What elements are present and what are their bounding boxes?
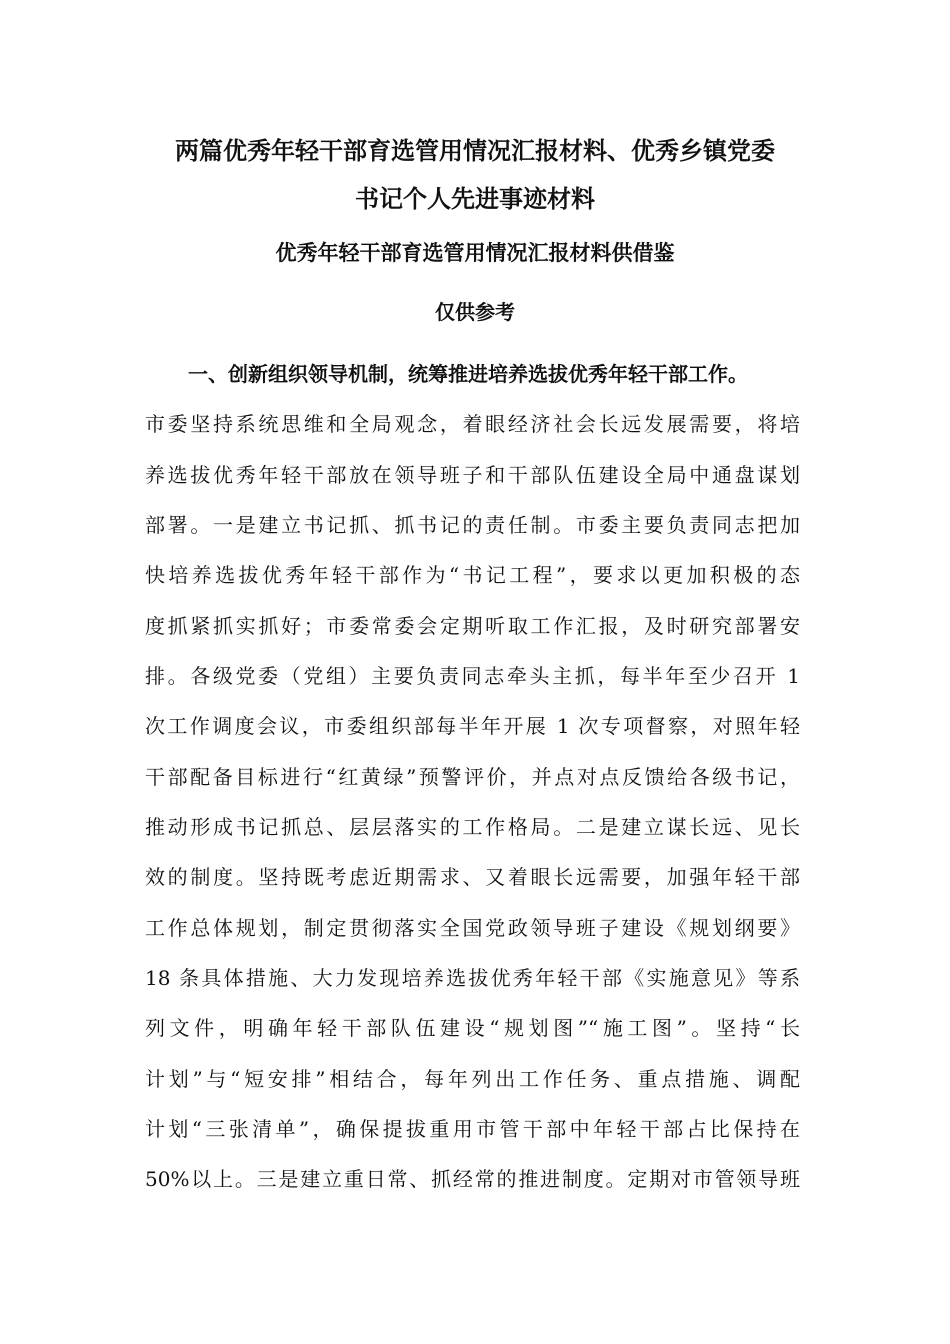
body-line: 次工作调度会议，市委组织部每半年开展 1 次专项督察，对照年轻 <box>145 714 800 738</box>
body-line: 快培养选拔优秀年轻干部作为“书记工程”，要求以更加积极的态 <box>145 563 800 587</box>
body-line: 养选拔优秀年轻干部放在领导班子和干部队伍建设全局中通盘谋划 <box>145 463 800 487</box>
body-line: 推动形成书记抓总、层层落实的工作格局。二是建立谋长远、见长 <box>145 815 800 839</box>
body-line: 干部配备目标进行“红黄绿”预警评价，并点对点反馈给各级书记， <box>145 765 800 789</box>
body-line: 计划”与“短安排”相结合，每年列出工作任务、重点措施、调配 <box>145 1067 800 1091</box>
body-line: 市委坚持系统思维和全局观念，着眼经济社会长远发展需要，将培 <box>145 412 800 436</box>
document-subtitle: 优秀年轻干部育选管用情况汇报材料供借鉴 <box>275 241 675 265</box>
body-line: 工作总体规划，制定贯彻落实全国党政领导班子建设《规划纲要》 <box>145 916 800 940</box>
body-line: 50%以上。三是建立重日常、抓经常的推进制度。定期对市管领导班 <box>145 1167 800 1191</box>
body-line: 列文件，明确年轻干部队伍建设“规划图”“施工图”。坚持“长 <box>145 1016 800 1040</box>
document-title-line-1: 两篇优秀年轻干部育选管用情况汇报材料、优秀乡镇党委 <box>175 137 775 165</box>
body-line: 18 条具体措施、大力发现培养选拔优秀年轻干部《实施意见》等系 <box>145 966 800 990</box>
section-heading: 一、创新组织领导机制，统筹推进培养选拔优秀年轻干部工作。 <box>188 362 748 386</box>
body-line: 度抓紧抓实抓好；市委常委会定期听取工作汇报，及时研究部署安 <box>145 614 800 638</box>
body-line: 部署。一是建立书记抓、抓书记的责任制。市委主要负责同志把加 <box>145 513 800 537</box>
reference-note: 仅供参考 <box>435 300 515 324</box>
body-line: 效的制度。坚持既考虑近期需求、又着眼长远需要，加强年轻干部 <box>145 865 800 889</box>
body-line: 计划“三张清单”，确保提拔重用市管干部中年轻干部占比保持在 <box>145 1117 800 1141</box>
body-line: 排。各级党委（党组）主要负责同志牵头主抓，每半年至少召开 1 <box>145 664 800 688</box>
document-title-line-2: 书记个人先进事迹材料 <box>355 185 595 213</box>
